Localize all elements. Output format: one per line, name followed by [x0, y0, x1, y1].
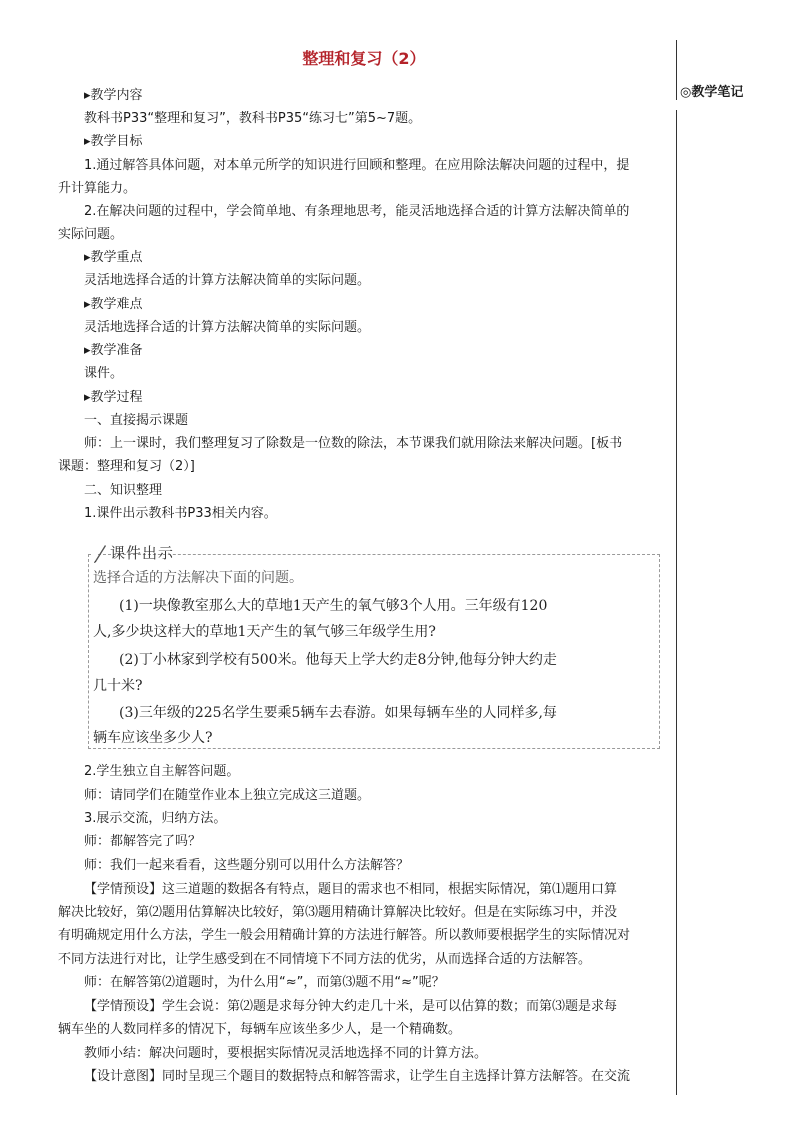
paragraph: 实际问题。 [58, 227, 124, 242]
section-heading: 二、知识整理 [84, 483, 163, 498]
document-title: 整理和复习（2） [302, 49, 426, 68]
paragraph: 师：请同学们在随堂作业本上独立完成这三道题。 [84, 788, 371, 803]
paragraph: 【学情预设】学生会说：第⑵题是求每分钟大约走几十米，是可以估算的数；而第⑶题是求每 [84, 999, 618, 1014]
heading-preparation: ▸教学准备 [84, 343, 143, 358]
heading-key-points: ▸教学重点 [84, 250, 143, 265]
paragraph: 师：上一课时，我们整理复习了除数是一位数的除法，本节课我们就用除法来解决问题。[板书 [84, 436, 623, 451]
paragraph: 1.课件出示教科书P33相关内容。 [84, 506, 277, 521]
paragraph: 灵活地选择合适的计算方法解决简单的实际问题。 [84, 273, 371, 288]
heading-objectives: ▸教学目标 [84, 134, 143, 149]
paragraph: 升计算能力。 [58, 181, 137, 196]
box-line: 人,多少块这样大的草地1天产生的氧气够三年级学生用? [93, 624, 436, 640]
paragraph: 【学情预设】这三道题的数据各有特点，题目的需求也不相同，根据实际情况，第⑴题用口算 [84, 882, 618, 897]
paragraph: 3.展示交流，归纳方法。 [84, 811, 227, 826]
pencil-icon [92, 544, 108, 564]
paragraph: 课件。 [84, 366, 124, 381]
paragraph: 教科书P33“整理和复习”，教科书P35“练习七”第5~7题。 [84, 111, 422, 126]
paragraph: 课题：整理和复习（2）] [58, 459, 195, 474]
paragraph: 解决比较好，第⑵题用估算解决比较好，第⑶题用精确计算解决比较好。但是在实际练习中，并没 [58, 905, 618, 920]
paragraph: 有明确规定用什么方法，学生一般会用精确计算的方法进行解答。所以教师要根据学生的实际情况对 [58, 928, 631, 943]
box-line: (1)一块像教室那么大的草地1天产生的氧气够3个人用。三年级有120 [119, 598, 548, 614]
paragraph: 不同方法进行对比，让学生感受到在不同情境下不同方法的优劣，从而选择合适的方法解答。 [58, 952, 592, 967]
paragraph: 1.通过解答具体问题，对本单元所学的知识进行回顾和整理。在应用除法解决问题的过程中，提 [84, 158, 630, 173]
paragraph: 师：在解答第⑵道题时，为什么用“≈”，而第⑶题不用“≈”呢？ [84, 975, 445, 990]
box-line: 辆车应该坐多少人? [93, 730, 213, 746]
courseware-box [88, 554, 660, 749]
paragraph: 师：都解答完了吗？ [84, 834, 202, 849]
courseware-label [92, 538, 175, 568]
margin-rule-top [676, 40, 677, 100]
teaching-notes-label: ◎教学笔记 [680, 85, 744, 100]
paragraph: 【设计意图】同时呈现三个题目的数据特点和解答需求，让学生自主选择计算方法解答。在交流 [84, 1069, 631, 1084]
box-line: (2)丁小林家到学校有500米。他每天上学大约走8分钟,他每分钟大约走 [119, 652, 557, 668]
paragraph: 师：我们一起来看看，这些题分别可以用什么方法解答？ [84, 858, 410, 873]
margin-rule [676, 110, 677, 1095]
paragraph: 辆车坐的人数同样多的情况下，每辆车应该坐多少人，是一个精确数。 [58, 1022, 462, 1037]
paragraph: 灵活地选择合适的计算方法解决简单的实际问题。 [84, 320, 371, 335]
paragraph: 教师小结：解决问题时，要根据实际情况灵活地选择不同的计算方法。 [84, 1046, 488, 1061]
heading-difficulty: ▸教学难点 [84, 297, 143, 312]
section-heading: 一、直接揭示课题 [84, 413, 189, 428]
heading-process: ▸教学过程 [84, 390, 143, 405]
box-line: 选择合适的方法解决下面的问题。 [93, 570, 303, 586]
heading-content: ▸教学内容 [84, 88, 143, 103]
box-line: 几十米? [93, 678, 143, 694]
box-line: (3)三年级的225名学生要乘5辆车去春游。如果每辆车坐的人同样多,每 [119, 705, 557, 721]
paragraph: 2.在解决问题的过程中，学会简单地、有条理地思考，能灵活地选择合适的计算方法解决简单的 [84, 204, 630, 219]
paragraph: 2.学生独立自主解答问题。 [84, 764, 240, 779]
courseware-label-text: 课件出示 [110, 544, 175, 562]
